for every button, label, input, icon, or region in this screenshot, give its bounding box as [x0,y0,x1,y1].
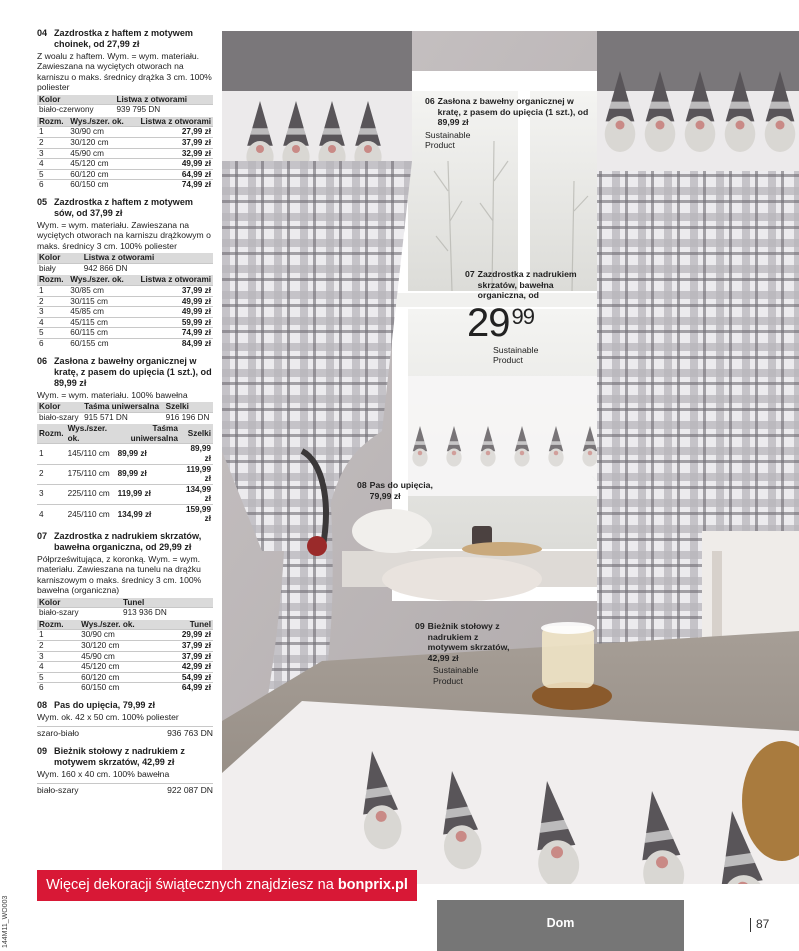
table-row [37,127,213,138]
page-number: 87 [756,917,770,931]
cell: 225/110 cm [66,484,116,504]
col-header: Kolor [37,598,121,608]
size-table [37,424,213,524]
item-title: Zazdrostka z haftem z motywem sów, od 37,99 zł [54,196,193,218]
cell: 45/120 cm [79,662,164,673]
cell: 3 [37,307,68,318]
col-header: Wys./szer. ok. [68,275,131,285]
cell: 27,99 zł [131,127,213,138]
color-table [37,253,213,273]
table-row [37,484,213,504]
cell: 30/120 cm [68,138,131,149]
cell: 60/150 cm [68,180,131,190]
cell: 64,99 zł [131,169,213,180]
cell: 5 [37,328,68,339]
cell: 45/120 cm [68,159,131,170]
cell: 2 [37,464,66,484]
callout-number: 07 [465,269,475,279]
col-header: Szelki [180,424,213,444]
item-title: Zasłona z bawełny organicznej w kratę, z pasem do upięcia (1 szt.), od 89,99 zł [54,355,212,388]
sustainable-badge: Sustainable Product [493,344,539,365]
item-number: 05 [37,196,48,207]
callout-title: Zazdrostka z nadrukiem skrzatów, bawełna organiczna, od [477,269,577,300]
table-row [37,651,213,662]
cell: 89,99 zł [116,444,180,464]
cell: 32,99 zł [131,148,213,159]
cell: 45/85 cm [68,307,131,318]
cell: biało-czerwony [37,105,114,115]
item-description: Wym. = wym. materiału. 100% bawełna [37,389,188,400]
cell: 1 [37,127,68,138]
table-row [37,148,213,159]
price-cents: 99 [511,303,534,329]
table-row [37,464,213,484]
cell: 145/110 cm [66,444,116,464]
col-header: Taśma uniwersalna [82,402,164,412]
cell: 37,99 zł [131,285,213,296]
banner-text: Więcej dekoracji świątecznych znajdziesz na [46,877,338,893]
article-color: biało-szary [37,785,79,796]
table-row [37,641,213,652]
cell: 30/85 cm [68,285,131,296]
table-row [37,317,213,328]
item-number: 07 [37,531,48,542]
table-row [37,504,213,524]
item-number: 08 [37,700,48,711]
col-header: Taśma uniwersalna [116,424,180,444]
item-description: Z woalu z haftem. Wym. = wym. materiału. Zawieszana na wyciętych otworach na karniszu o maks. średnicy drążka 3 cm. 100% poliester [37,51,212,93]
color-table [37,95,213,115]
table-row [37,285,213,296]
cell: 4 [37,317,68,328]
col-header: Rozm. [37,424,66,444]
price-tag [467,300,595,345]
table-row [37,338,213,348]
article-number: 936 763 DN [167,728,213,739]
col-header: Rozm. [37,275,68,285]
promo-banner[interactable] [37,870,417,901]
cell: 119,99 zł [116,484,180,504]
col-header: Wys./szer. ok. [68,117,131,127]
cell: 1 [37,285,68,296]
table-row [37,169,213,180]
cell: 60/150 cm [79,683,164,693]
page-separator [750,918,751,932]
cell: 5 [37,672,79,683]
section-label: Dom [437,900,684,951]
cell: 30/115 cm [68,296,131,307]
sustainable-badge: Sustainable Product [433,665,479,686]
cell: 49,99 zł [131,296,213,307]
item-title: Pas do upięcia, 79,99 zł [54,700,156,711]
cell: 3 [37,651,79,662]
table-row [37,662,213,673]
cell: 54,99 zł [164,672,213,683]
col-header: Listwa z otworami [131,117,213,127]
item-number: 09 [37,745,48,756]
cell: 245/110 cm [66,504,116,524]
cell: 64,99 zł [164,683,213,693]
cell: 942 866 DN [82,263,213,273]
sustainable-badge: Sustainable Product [425,129,471,150]
cell: 60/115 cm [68,328,131,339]
cell: 119,99 zł [180,464,213,484]
cell: 45/90 cm [68,148,131,159]
cell: 74,99 zł [131,180,213,190]
price-main: 29 [467,300,510,345]
table-row [37,180,213,190]
cell: biały [37,263,82,273]
cell: 49,99 zł [131,159,213,170]
cell: 29,99 zł [164,630,213,641]
col-header: Kolor [37,95,114,105]
table-row [37,672,213,683]
cell: 60/120 cm [79,672,164,683]
table-row [37,683,213,693]
product-06 [37,356,213,525]
item-title: Zazdrostka z nadrukiem skrzatów, bawełna organiczna, od 29,99 zł [54,531,202,553]
callout-number: 06 [425,96,435,106]
product-04 [37,28,213,190]
col-header: Rozm. [37,117,68,127]
cell: 30/90 cm [79,630,164,641]
product-08 [37,700,213,739]
product-07 [37,531,213,693]
callout-09 [415,621,510,686]
color-table [37,598,213,618]
col-header: Wys./szer. ok. [79,620,164,630]
table-row [37,630,213,641]
callout-06 [425,96,595,151]
item-number: 06 [37,355,48,366]
cell: 3 [37,148,68,159]
cell: 4 [37,662,79,673]
catalog-code: 144M11_WO003 [2,895,9,948]
table-row [37,138,213,149]
size-table [37,620,213,693]
item-title: Bieżnik stołowy z nadrukiem z motywem skrzatów, 42,99 zł [54,745,185,767]
col-header: Listwa z otworami [131,275,213,285]
cell: 45/90 cm [79,651,164,662]
callout-title: Bieżnik stołowy z nadrukiem z motywem skrzatów, 42,99 zł [427,621,510,663]
item-description: Wym. = wym. materiału. Zawieszana na wyciętych otworach na karniszu drążkowym o maks. średnicy 3 cm. 100% poliester [37,219,211,251]
cell: 3 [37,484,66,504]
callout-08 [357,480,452,501]
article-number: 922 087 DN [167,785,213,796]
cell: 2 [37,296,68,307]
cell: 6 [37,180,68,190]
item-number: 04 [37,28,48,38]
cell: 6 [37,683,79,693]
col-header: Wys./szer. ok. [66,424,116,444]
room-scene-illustration [222,31,799,884]
cell: 30/90 cm [68,127,131,138]
cell: 1 [37,630,79,641]
cell: 134,99 zł [116,504,180,524]
product-photo [222,31,799,884]
col-header: Kolor [37,402,82,412]
cell: 939 795 DN [114,105,213,115]
callout-title: Pas do upięcia, 79,99 zł [369,480,433,501]
cell: 6 [37,338,68,348]
size-table [37,117,213,190]
cell: 30/120 cm [79,641,164,652]
banner-link[interactable]: bonprix.pl [337,877,408,893]
table-row [37,328,213,339]
cell: 2 [37,138,68,149]
color-table [37,402,213,422]
item-title: Zazdrostka z haftem z motywem choinek, od 27,99 zł [54,28,193,49]
article-row [37,783,213,795]
item-description: Półprześwitująca, z koronką. Wym. = wym. materiału. Zawieszana na tunelu na drążku karniszowym o maks. średnicy 3 cm. 100% bawełna (organiczna) [37,554,202,596]
cell: 37,99 zł [131,138,213,149]
cell: 59,99 zł [131,317,213,328]
cell: 37,99 zł [164,651,213,662]
cell: 1 [37,444,66,464]
callout-number: 09 [415,621,425,631]
col-header: Rozm. [37,620,79,630]
cell: 89,99 zł [180,444,213,464]
cell: 4 [37,504,66,524]
col-header: Tunel [164,620,213,630]
size-table [37,275,213,348]
cell: 913 936 DN [121,608,213,618]
cell: 175/110 cm [66,464,116,484]
cell: biało-szary [37,608,121,618]
product-list [37,28,213,803]
cell: 74,99 zł [131,328,213,339]
article-color: szaro-biało [37,728,80,739]
cell: 915 571 DN [82,412,164,422]
item-description: Wym. ok. 42 x 50 cm. 100% poliester [37,712,179,723]
cell: 60/155 cm [68,338,131,348]
table-row [37,307,213,318]
cell: 916 196 DN [164,412,213,422]
callout-07 [465,269,595,366]
cell: 37,99 zł [164,641,213,652]
cell: 5 [37,169,68,180]
cell: 159,99 zł [180,504,213,524]
cell: 84,99 zł [131,338,213,348]
cell: 42,99 zł [164,662,213,673]
callout-title: Zasłona z bawełny organicznej w kratę, z pasem do upięcia (1 szt.), od 89,99 zł [437,96,589,127]
cell: biało-szary [37,412,82,422]
cell: 4 [37,159,68,170]
table-row [37,444,213,464]
table-row [37,159,213,170]
article-row [37,726,213,738]
cell: 45/115 cm [68,317,131,328]
callout-number: 08 [357,480,367,490]
col-header: Listwa z otworami [114,95,213,105]
cell: 60/120 cm [68,169,131,180]
cell: 89,99 zł [116,464,180,484]
product-09 [37,746,213,796]
item-description: Wym. 160 x 40 cm. 100% bawełna [37,768,170,779]
col-header: Szelki [164,402,213,412]
cell: 49,99 zł [131,307,213,318]
cell: 2 [37,641,79,652]
product-05 [37,197,213,349]
col-header: Listwa z otworami [82,253,213,263]
table-row [37,296,213,307]
col-header: Kolor [37,253,82,263]
cell: 134,99 zł [180,484,213,504]
col-header: Tunel [121,598,213,608]
